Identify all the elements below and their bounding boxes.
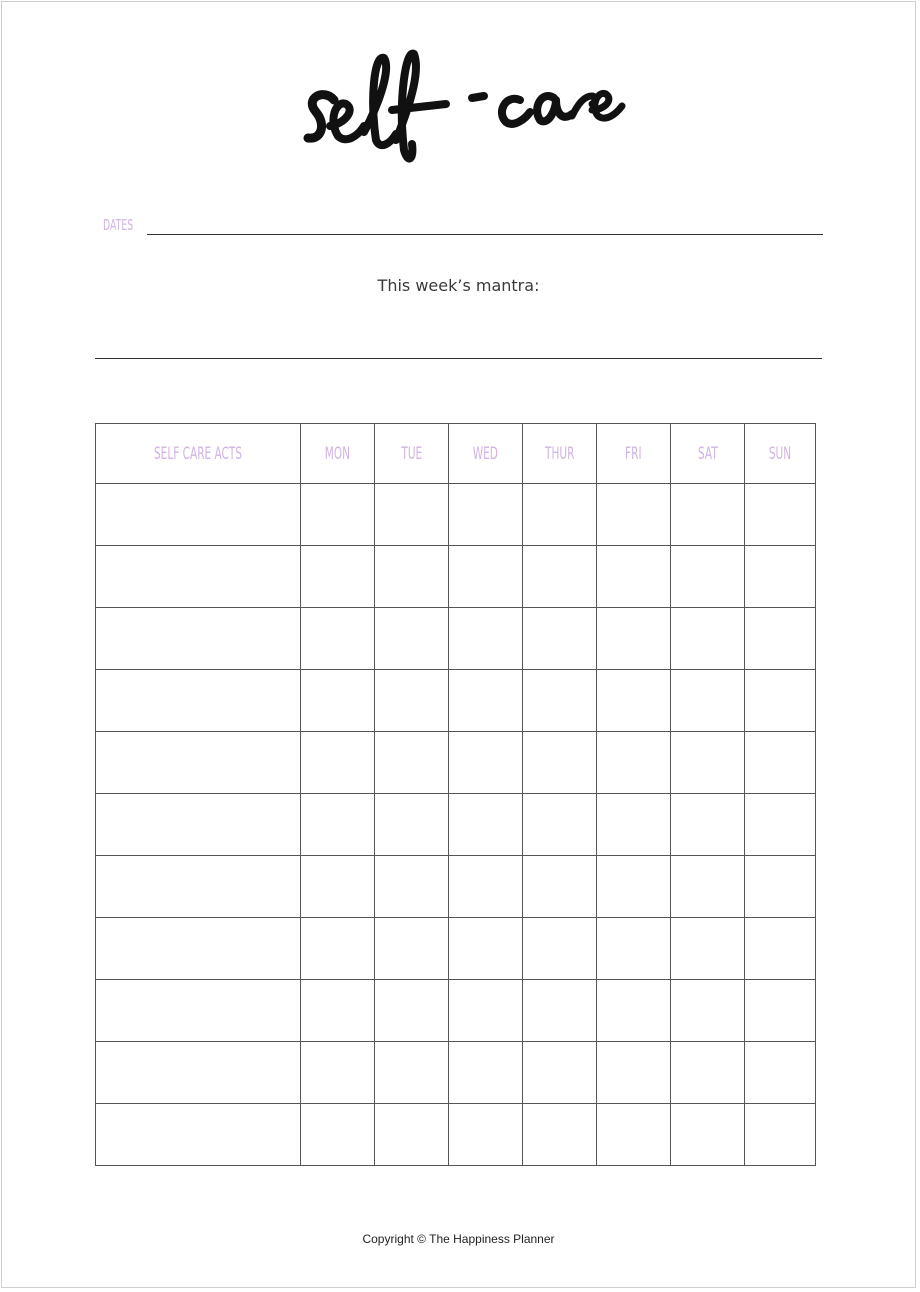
table-row (96, 484, 816, 546)
day-cell-sat[interactable] (671, 856, 745, 918)
day-cell-sun[interactable] (745, 1042, 816, 1104)
header-fri: FRI (597, 424, 671, 484)
day-cell-fri[interactable] (597, 1042, 671, 1104)
day-cell-tue[interactable] (375, 608, 449, 670)
day-cell-wed[interactable] (449, 546, 523, 608)
table-row (96, 918, 816, 980)
day-cell-mon[interactable] (301, 794, 375, 856)
day-cell-sat[interactable] (671, 918, 745, 980)
self-care-act-cell[interactable] (96, 1042, 301, 1104)
dates-row (103, 214, 823, 236)
copyright-footer: Copyright © The Happiness Planner (362, 1232, 555, 1246)
day-cell-sat[interactable] (671, 1042, 745, 1104)
day-cell-sat[interactable] (671, 732, 745, 794)
day-cell-mon[interactable] (301, 1042, 375, 1104)
tracker-body (96, 484, 816, 1166)
header-wed: WED (449, 424, 523, 484)
day-cell-sun[interactable] (745, 794, 816, 856)
day-cell-tue[interactable] (375, 670, 449, 732)
day-cell-tue[interactable] (375, 732, 449, 794)
table-header-row (96, 424, 816, 484)
day-cell-thur[interactable] (523, 1104, 597, 1166)
day-cell-sun[interactable] (745, 856, 816, 918)
table-row (96, 546, 816, 608)
day-cell-sat[interactable] (671, 980, 745, 1042)
header-self-care-acts: SELF CARE ACTS (96, 424, 301, 484)
self-care-title-logo (300, 40, 630, 170)
day-cell-wed[interactable] (449, 732, 523, 794)
day-cell-sat[interactable] (671, 794, 745, 856)
header-sun: SUN (745, 424, 816, 484)
day-cell-wed[interactable] (449, 1042, 523, 1104)
self-care-act-cell[interactable] (96, 856, 301, 918)
self-care-act-cell[interactable] (96, 794, 301, 856)
self-care-act-cell[interactable] (96, 732, 301, 794)
day-cell-fri[interactable] (597, 980, 671, 1042)
table-row (96, 1042, 816, 1104)
day-cell-mon[interactable] (301, 484, 375, 546)
table-row (96, 794, 816, 856)
table-row (96, 732, 816, 794)
header-tue: TUE (375, 424, 449, 484)
day-cell-fri[interactable] (597, 1104, 671, 1166)
day-cell-wed[interactable] (449, 1104, 523, 1166)
day-cell-tue[interactable] (375, 1104, 449, 1166)
day-cell-thur[interactable] (523, 670, 597, 732)
day-cell-wed[interactable] (449, 670, 523, 732)
day-cell-thur[interactable] (523, 484, 597, 546)
day-cell-sat[interactable] (671, 546, 745, 608)
day-cell-tue[interactable] (375, 980, 449, 1042)
day-cell-wed[interactable] (449, 608, 523, 670)
day-cell-thur[interactable] (523, 1042, 597, 1104)
day-cell-fri[interactable] (597, 546, 671, 608)
day-cell-mon[interactable] (301, 856, 375, 918)
table-row (96, 608, 816, 670)
self-care-act-cell[interactable] (96, 484, 301, 546)
header-mon: MON (301, 424, 375, 484)
day-cell-sun[interactable] (745, 608, 816, 670)
day-cell-mon[interactable] (301, 918, 375, 980)
day-cell-thur[interactable] (523, 794, 597, 856)
day-cell-mon[interactable] (301, 608, 375, 670)
header-sat: SAT (671, 424, 745, 484)
day-cell-mon[interactable] (301, 732, 375, 794)
day-cell-sun[interactable] (745, 1104, 816, 1166)
day-cell-fri[interactable] (597, 856, 671, 918)
table-row (96, 1104, 816, 1166)
day-cell-thur[interactable] (523, 732, 597, 794)
day-cell-tue[interactable] (375, 546, 449, 608)
day-cell-mon[interactable] (301, 980, 375, 1042)
day-cell-fri[interactable] (597, 732, 671, 794)
day-cell-tue[interactable] (375, 918, 449, 980)
day-cell-tue[interactable] (375, 1042, 449, 1104)
day-cell-sun[interactable] (745, 732, 816, 794)
self-care-act-cell[interactable] (96, 670, 301, 732)
day-cell-sun[interactable] (745, 484, 816, 546)
self-care-act-cell[interactable] (96, 980, 301, 1042)
day-cell-wed[interactable] (449, 980, 523, 1042)
day-cell-wed[interactable] (449, 484, 523, 546)
day-cell-wed[interactable] (449, 918, 523, 980)
dates-label: DATES (103, 216, 134, 234)
day-cell-thur[interactable] (523, 546, 597, 608)
mantra-write-line[interactable] (95, 358, 822, 359)
day-cell-mon[interactable] (301, 670, 375, 732)
self-care-act-cell[interactable] (96, 918, 301, 980)
day-cell-tue[interactable] (375, 484, 449, 546)
self-care-act-cell[interactable] (96, 608, 301, 670)
day-cell-sat[interactable] (671, 1104, 745, 1166)
day-cell-fri[interactable] (597, 608, 671, 670)
day-cell-sat[interactable] (671, 608, 745, 670)
day-cell-thur[interactable] (523, 918, 597, 980)
day-cell-sun[interactable] (745, 546, 816, 608)
day-cell-wed[interactable] (449, 794, 523, 856)
day-cell-sun[interactable] (745, 980, 816, 1042)
day-cell-fri[interactable] (597, 484, 671, 546)
self-care-tracker-table (95, 423, 816, 1166)
day-cell-thur[interactable] (523, 856, 597, 918)
day-cell-thur[interactable] (523, 980, 597, 1042)
day-cell-sun[interactable] (745, 918, 816, 980)
day-cell-tue[interactable] (375, 856, 449, 918)
table-row (96, 980, 816, 1042)
day-cell-sun[interactable] (745, 670, 816, 732)
day-cell-fri[interactable] (597, 918, 671, 980)
table-row (96, 856, 816, 918)
day-cell-tue[interactable] (375, 794, 449, 856)
day-cell-fri[interactable] (597, 794, 671, 856)
dates-write-line[interactable] (147, 234, 823, 235)
day-cell-fri[interactable] (597, 670, 671, 732)
day-cell-wed[interactable] (449, 856, 523, 918)
day-cell-sat[interactable] (671, 670, 745, 732)
day-cell-mon[interactable] (301, 546, 375, 608)
header-thur: THUR (523, 424, 597, 484)
day-cell-sat[interactable] (671, 484, 745, 546)
self-care-act-cell[interactable] (96, 1104, 301, 1166)
table-row (96, 670, 816, 732)
mantra-label: This week’s mantra: (377, 276, 540, 295)
self-care-act-cell[interactable] (96, 546, 301, 608)
day-cell-thur[interactable] (523, 608, 597, 670)
day-cell-mon[interactable] (301, 1104, 375, 1166)
